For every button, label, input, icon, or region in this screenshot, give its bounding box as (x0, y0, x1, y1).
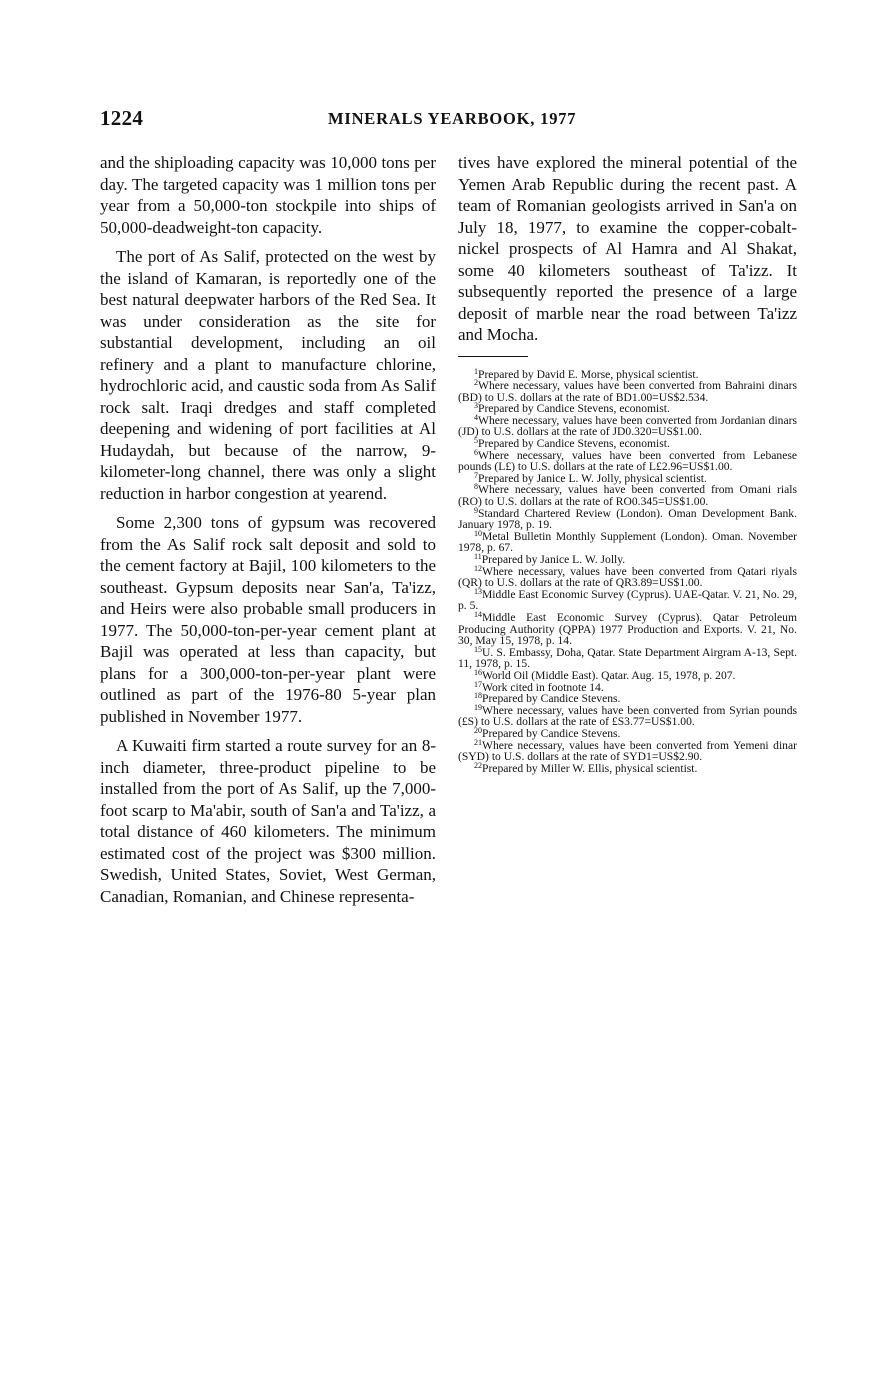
footnote (458, 505, 797, 532)
footnote-number: 13 (474, 586, 482, 596)
footnote-number: 12 (474, 563, 482, 573)
footnote-text: Standard Chartered Review (London). Oman Development Bank. January 1978, p. 19. (458, 506, 797, 532)
footnote-number: 18 (474, 691, 482, 701)
body-paragraph: and the shiploading capacity was 10,000 tons per day. The targeted capacity was 1 million tons per year from a 50,000-ton stockpile into ships of 50,000-deadweight-ton capacity. (100, 153, 436, 237)
footnote-number: 19 (474, 702, 482, 712)
footnote-number: 3 (474, 401, 478, 411)
footnote (458, 528, 797, 555)
body-paragraph: tives have explored the mineral potential of the Yemen Arab Republic during the recent past. A team of Romanian geologists arrived in San'a on July 18, 1977, to examine the copper-cobalt-nickel prospects of Al Hamra and Al Shakat, some 40 kilometers southeast of Ta'izz. It subsequently reported the presence of a large deposit of marble near the road between Ta'izz and Mocha. (458, 153, 797, 344)
footnote-text: Middle East Economic Survey (Cyprus). UAE-Qatar. V. 21, No. 29, p. 5. (458, 587, 797, 613)
body-paragraph: Some 2,300 tons of gypsum was recovered from the As Salif rock salt deposit and sold to the cement factory at Bajil, 100 kilometers to the southeast. Gypsum deposits near San'a, Ta'izz, and Heirs were also probable small producers in 1977. The 50,000-ton-per-year cement plant at Bajil was operated at less than capacity, but plans for a 300,000-ton-per-year plant were outlined as part of the 1976-80 5-year plan published in November 1977. (100, 513, 436, 726)
left-column (100, 152, 436, 915)
footnote-text: Prepared by Janice L. W. Jolly, physical scientist. (478, 471, 707, 485)
body-paragraph: The port of As Salif, protected on the west by the island of Kamaran, is reportedly one of the best natural deepwater harbors of the Red Sea. It was under consideration as the site for substantial development, including an oil refinery and a plant to manufacture chlorine, hydrochloric acid, and caustic soda from As Salif rock salt. Iraqi dredges and staff completed deepening and widening of port facilities at Al Hudaydah, but because of the narrow, 9-kilometer-long channel, there was only a slight reduction in harbor congestion at yearend. (100, 247, 436, 503)
footnote-text: Prepared by Miller W. Ellis, physical scientist. (482, 761, 698, 775)
footnote-text: Where necessary, values have been converted from Jordanian dinars (JD) to U.S. dollars at the rate of JD0.320=US$1.00. (458, 413, 797, 439)
footnote-text: Where necessary, values have been converted from Bahraini dinars (BD) to U.S. dollars at the rate of BD1.00=US$2.534. (458, 379, 797, 404)
footnote-number: 1 (474, 366, 478, 376)
footnote-text: Prepared by Candice Stevens. (482, 726, 621, 740)
footnote-number: 11 (474, 552, 482, 561)
footnote (458, 586, 797, 613)
footnote-number: 17 (474, 679, 482, 689)
footnote-text: Where necessary, values have been converted from Qatari riyals (QR) to U.S. dollars at the rate of QR3.89=US$1.00. (458, 564, 797, 590)
footnote (458, 563, 797, 590)
footnote-text: Middle East Economic Survey (Cyprus). Qatar Petroleum Producing Authority (QPPA) 1977 Production and Exports. V. 21, No. 30, May 15, 1978, p. 14. (458, 610, 797, 648)
footnote-text: World Oil (Middle East). Qatar. Aug. 15, 1978, p. 207. (482, 668, 736, 682)
footnote-text: Where necessary, values have been converted from Syrian pounds (£S) to U.S. dollars at the rate of £S3.77=US$1.00. (458, 703, 797, 729)
footnote-number: 8 (474, 482, 478, 492)
footnote (458, 702, 797, 729)
footnote (458, 380, 797, 403)
footnote-number: 14 (474, 609, 482, 619)
footnote-number: 22 (474, 760, 482, 770)
footnote-number: 2 (474, 378, 478, 388)
right-column (458, 152, 797, 774)
footnote-number: 7 (474, 470, 478, 480)
footnote-number: 15 (474, 644, 482, 654)
footnote-text: Prepared by David E. Morse, physical scientist. (478, 367, 699, 381)
footnote-text: U. S. Embassy, Doha, Qatar. State Department Airgram A-13, Sept. 11, 1978, p. 15. (458, 645, 797, 671)
footnote-text: Prepared by Candice Stevens, economist. (478, 437, 670, 451)
footnote-text: Where necessary, values have been converted from Lebanese pounds (L£) to U.S. dollars at the rate of L£2.96=US$1.00. (458, 448, 797, 474)
footnote (458, 644, 797, 671)
body-paragraph: A Kuwaiti firm started a route survey for an 8-inch diameter, three-product pipeline to be installed from the port of As Salif, up the 7,000-foot scarp to Ma'abir, south of San'a and Ta'izz, a total distance of 460 kilometers. The minimum estimated cost of the project was $300 million. Swedish, United States, Soviet, West German, Canadian, Romanian, and Chinese representa- (100, 736, 436, 906)
running-title: MINERALS YEARBOOK, 1977 (328, 109, 577, 128)
footnote (458, 737, 797, 764)
footnote-text: Prepared by Janice L. W. Jolly. (481, 553, 626, 566)
footnote (458, 412, 797, 439)
footnote (458, 760, 797, 775)
footnote-number: 9 (474, 505, 478, 515)
page-number: 1224 (100, 106, 144, 130)
footnote-number: 20 (474, 725, 482, 735)
footnote-text: Work cited in footnote 14. (482, 680, 604, 694)
footnote (458, 447, 797, 474)
footnote-rule (458, 356, 528, 357)
footnote-text: Prepared by Candice Stevens, economist. (478, 402, 670, 416)
footnote-number: 4 (474, 412, 478, 422)
footnote-text: Where necessary, values have been converted from Omani rials (RO) to U.S. dollars at the rate of RO0.345=US$1.00. (458, 483, 797, 509)
footnote (458, 609, 797, 648)
footnote (458, 484, 797, 507)
footnote-number: 21 (474, 737, 482, 747)
footnote-text: Metal Bulletin Monthly Supplement (London). Oman. November 1978, p. 67. (458, 529, 797, 555)
footnotes (458, 366, 797, 775)
footnote-text: Where necessary, values have been converted from Yemeni dinar (SYD) to U.S. dollars at the rate of SYD1=US$2.90. (458, 738, 797, 764)
footnote-number: 6 (474, 447, 478, 457)
footnote-text: Prepared by Candice Stevens. (482, 692, 621, 706)
footnote-number: 5 (474, 436, 478, 446)
footnote-number: 16 (474, 667, 482, 677)
footnote-number: 10 (474, 528, 482, 538)
